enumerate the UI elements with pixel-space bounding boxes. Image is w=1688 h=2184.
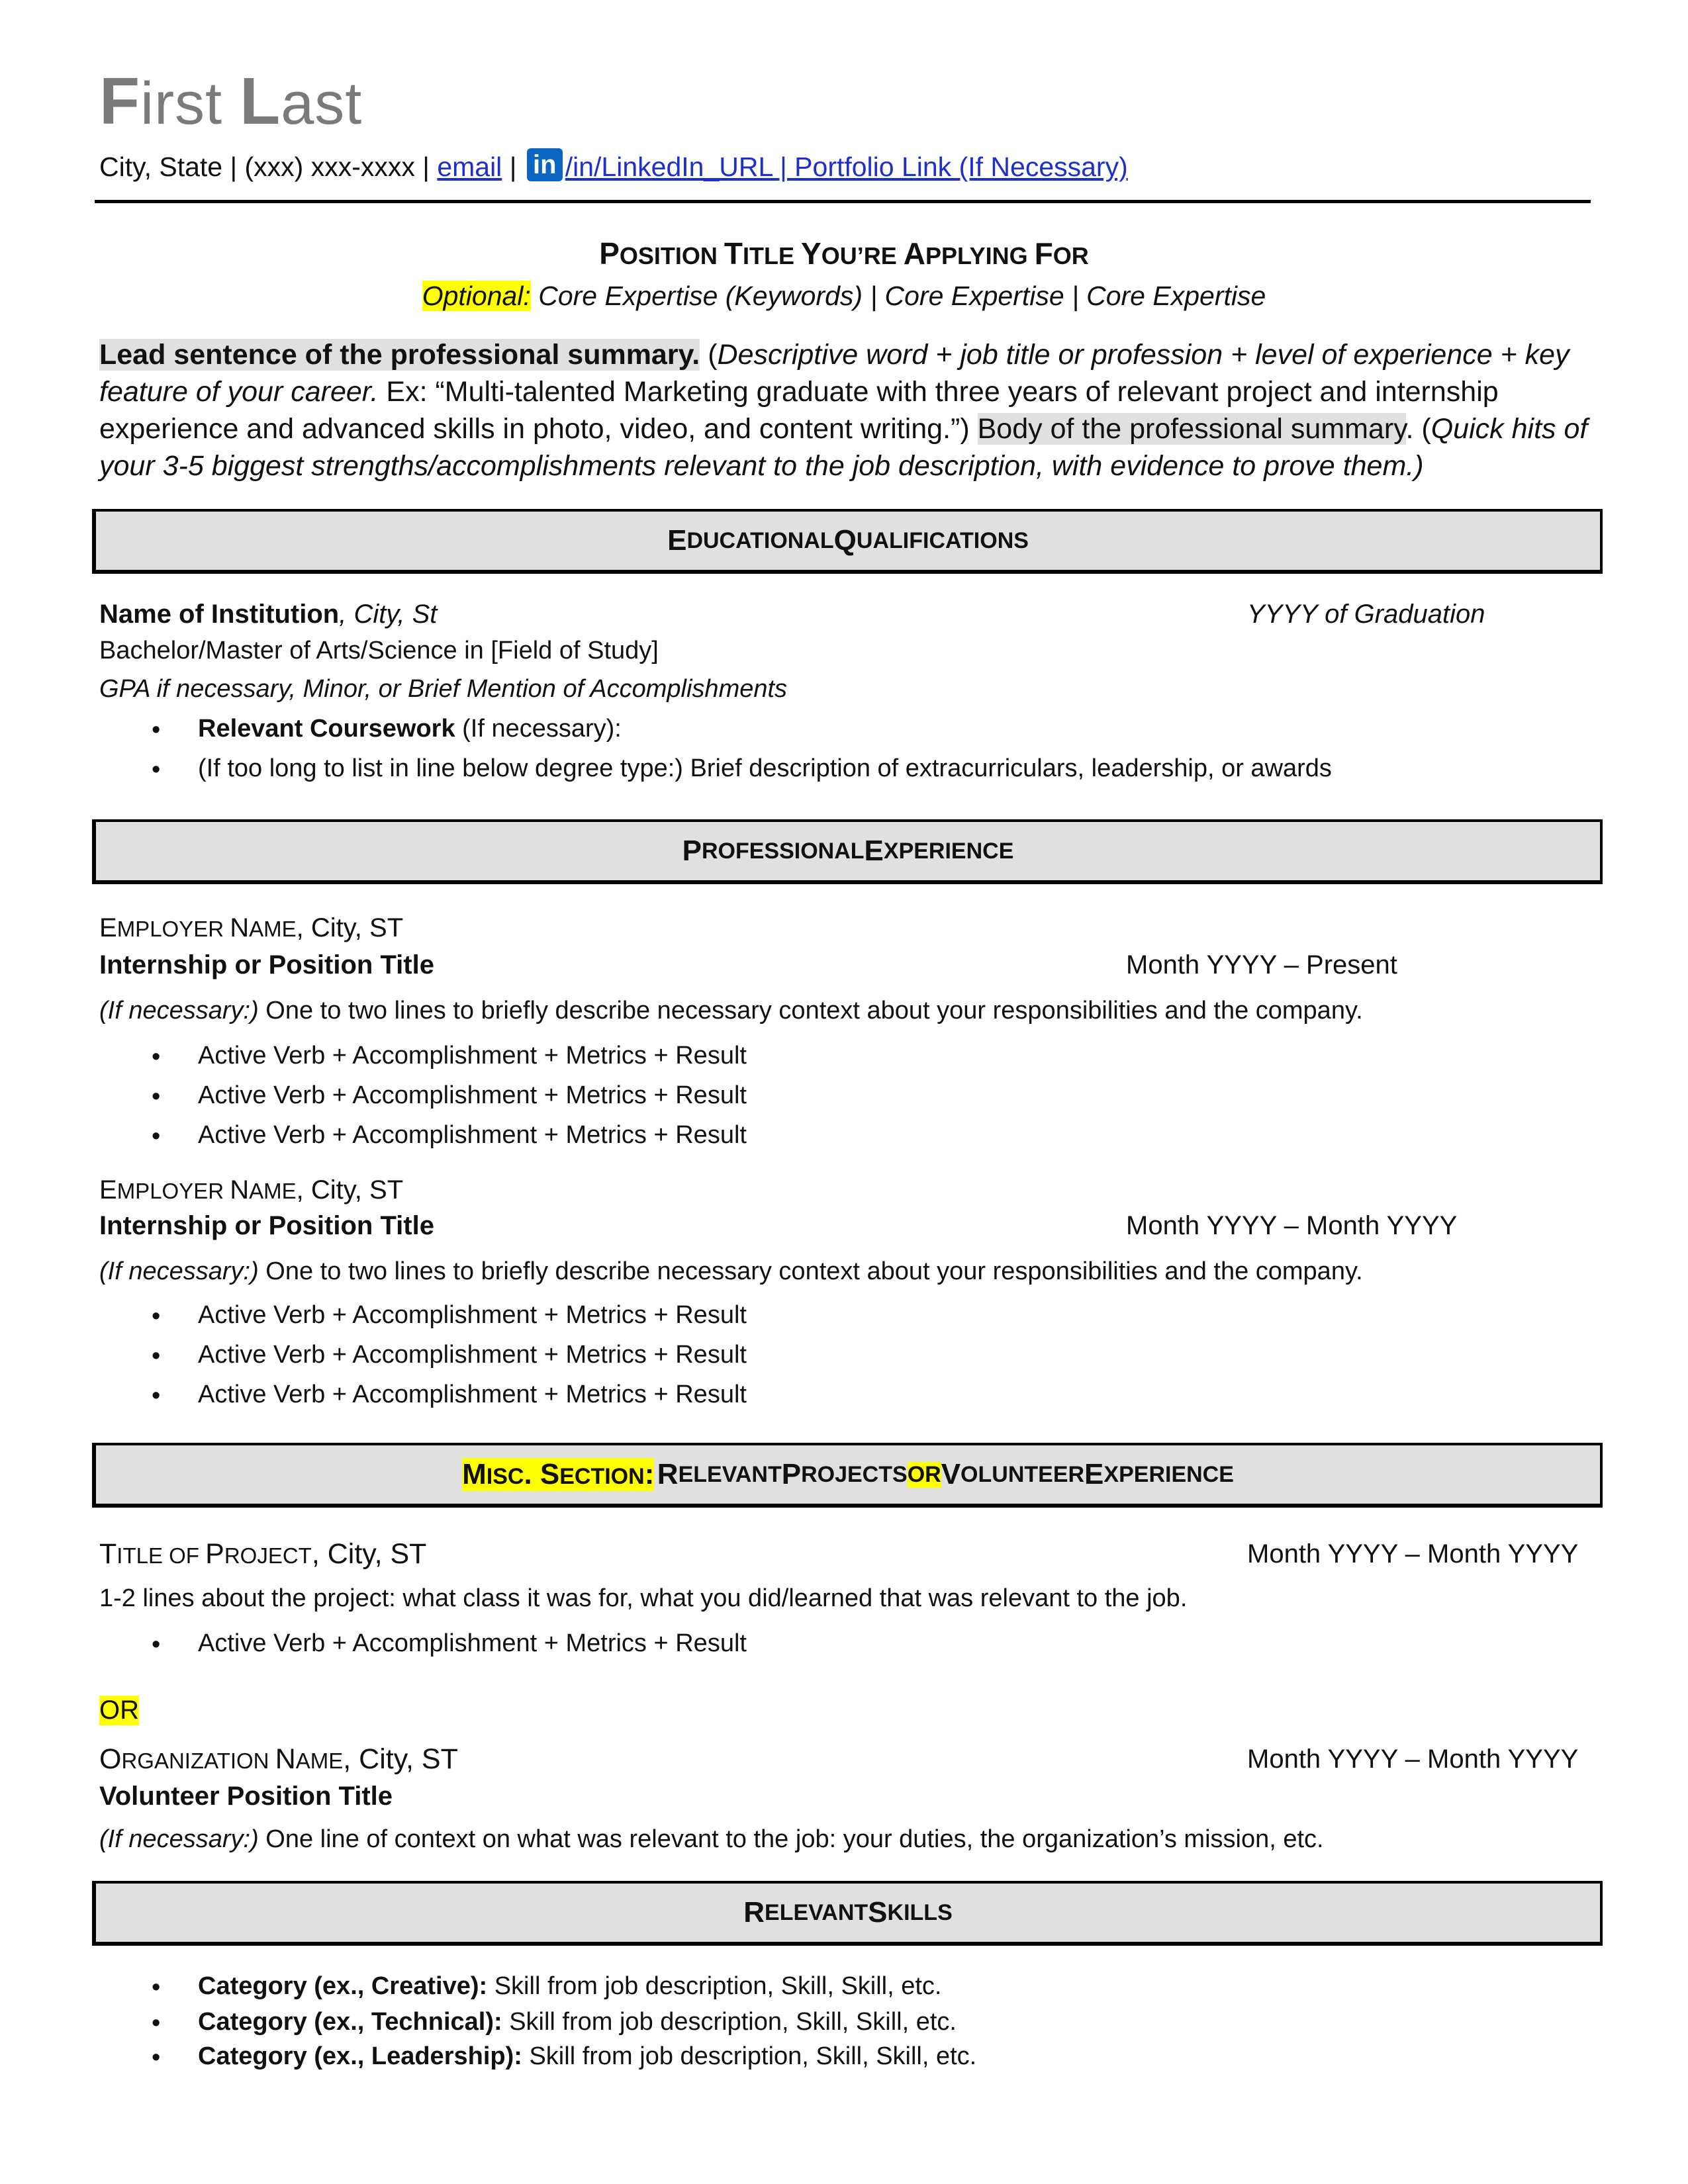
list-item: • (If too long to list in line below degree type:) Brief description of extracurriculars, leadership, or awards <box>152 754 1332 784</box>
organization-dates: Month YYYY – Month YYYY <box>1247 1745 1579 1774</box>
misc-highlight: MISC. SECTION: <box>462 1458 655 1490</box>
employer-name: EMPLOYER NAME, City, ST <box>99 1175 404 1205</box>
list-item: • Active Verb + Accomplishment + Metrics + Result <box>152 1042 747 1071</box>
list-item: • Active Verb + Accomplishment + Metrics + Result <box>152 1629 747 1659</box>
list-item: • Active Verb + Accomplishment + Metrics + Result <box>152 1301 747 1330</box>
name-first-initial: F <box>99 64 141 138</box>
summary-body-guidance: Quick hits of your 3-5 biggest strengths/accomplishments relevant to the job description, with evidence to prove them.) <box>99 413 1588 482</box>
summary-lead-sentence: Lead sentence of the professional summary. <box>99 339 700 371</box>
experience-section-header: P ROFESSIONAL E XPERIENCE <box>92 819 1603 884</box>
list-item: • Relevant Coursework (If necessary): <box>152 715 622 744</box>
skill-item: • Category (ex., Creative): Skill from job description, Skill, Skill, etc. <box>152 1972 942 2001</box>
skill-item: • Category (ex., Technical): Skill from job description, Skill, Skill, etc. <box>152 2008 957 2037</box>
job-context: (If necessary:) One to two lines to briefly describe necessary context about your responsibilities and the company. <box>99 1257 1363 1285</box>
position-title: Internship or Position Title <box>99 1211 434 1240</box>
contact-separator: | <box>502 152 524 182</box>
list-item: • Active Verb + Accomplishment + Metrics + Result <box>152 1341 747 1370</box>
gpa-line: GPA if necessary, Minor, or Brief Mention of Accomplishments <box>99 675 788 703</box>
list-item: • Active Verb + Accomplishment + Metrics + Result <box>152 1081 747 1111</box>
institution-name: Name of Institution <box>99 600 340 629</box>
position-title: Internship or Position Title <box>99 950 434 979</box>
candidate-name <box>99 64 362 140</box>
summary-lead-guidance: Descriptive word + job title or profession + level of experience + key feature of your career. <box>99 339 1570 408</box>
project-title: TITLE OF PROJECT, City, ST <box>99 1538 427 1570</box>
list-item: • Active Verb + Accomplishment + Metrics + Result <box>152 1381 747 1410</box>
volunteer-context: (If necessary:) One line of context on what was relevant to the job: your duties, the organization’s mission, etc. <box>99 1825 1324 1853</box>
job-context: (If necessary:) One to two lines to briefly describe necessary context about your responsibilities and the company. <box>99 997 1363 1024</box>
core-expertise-line <box>0 281 1688 312</box>
name-first-rest: irst <box>140 71 223 137</box>
core-expertise: Core Expertise (Keywords) | Core Expertise | Core Expertise <box>530 281 1266 311</box>
position-title: POSITION TITLE YOU’RE APPLYING FOR <box>599 236 1089 271</box>
name-last-initial: L <box>240 64 281 138</box>
employer-name: EMPLOYER NAME, City, ST <box>99 913 404 942</box>
summary-example: Ex: “Multi-talented Marketing graduate with three years of relevant project and internship experience and advanced skills in photo, video, and content writing.”) <box>99 376 1499 445</box>
volunteer-title: Volunteer Position Title <box>99 1782 393 1811</box>
graduation-date: YYYY of Graduation <box>1247 600 1485 629</box>
optional-label: Optional: <box>422 281 531 311</box>
job-dates: Month YYYY – Month YYYY <box>1126 1211 1458 1240</box>
education-section-header: E DUCATIONAL Q UALIFICATIONS <box>92 509 1603 574</box>
contact-line <box>99 148 1128 183</box>
institution-line <box>99 600 437 629</box>
misc-section-header: MISC. SECTION: R ELEVANT P ROJECTS OR V OLUNTEER E XPERIENCE <box>92 1443 1603 1508</box>
skill-item: • Category (ex., Leadership): Skill from job description, Skill, Skill, etc. <box>152 2042 977 2071</box>
email-link[interactable]: email <box>437 152 502 182</box>
organization-name: ORGANIZATION NAME, City, ST <box>99 1743 458 1775</box>
project-description: 1-2 lines about the project: what class it was for, what you did/learned that was relevant to the job. <box>99 1584 1188 1612</box>
skills-section-header: R ELEVANT S KILLS <box>92 1881 1603 1946</box>
project-dates: Month YYYY – Month YYYY <box>1247 1539 1579 1569</box>
summary-body-label: Body of the professional summary <box>977 413 1406 445</box>
header-divider <box>95 200 1591 203</box>
linkedin-link[interactable]: /in/LinkedIn_URL | Portfolio Link (If Necessary) <box>565 152 1128 182</box>
institution-location: , City, St <box>339 600 438 629</box>
name-last-rest: ast <box>281 71 363 137</box>
degree: Bachelor/Master of Arts/Science in [Field of Study] <box>99 637 659 664</box>
linkedin-icon: in <box>527 148 563 181</box>
job-dates: Month YYYY – Present <box>1126 950 1397 979</box>
professional-summary: Lead sentence of the professional summary. (Descriptive word + job title or profession + level of experience + key feature of your career. Ex: “Multi-talented Marketing graduate with three years of relevant project and internship experience and advanced skills in photo, video, and content writing.”) Body of the professional summary. (Quick hits of your 3-5 biggest strengths/accomplishments relevant to the job description, with evidence to prove them.) <box>99 339 1588 482</box>
or-label: OR <box>99 1696 139 1725</box>
list-item: • Active Verb + Accomplishment + Metrics + Result <box>152 1121 747 1150</box>
or-highlight: OR <box>907 1461 941 1487</box>
contact-prefix: City, State | (xxx) xxx-xxxx | <box>99 152 438 182</box>
